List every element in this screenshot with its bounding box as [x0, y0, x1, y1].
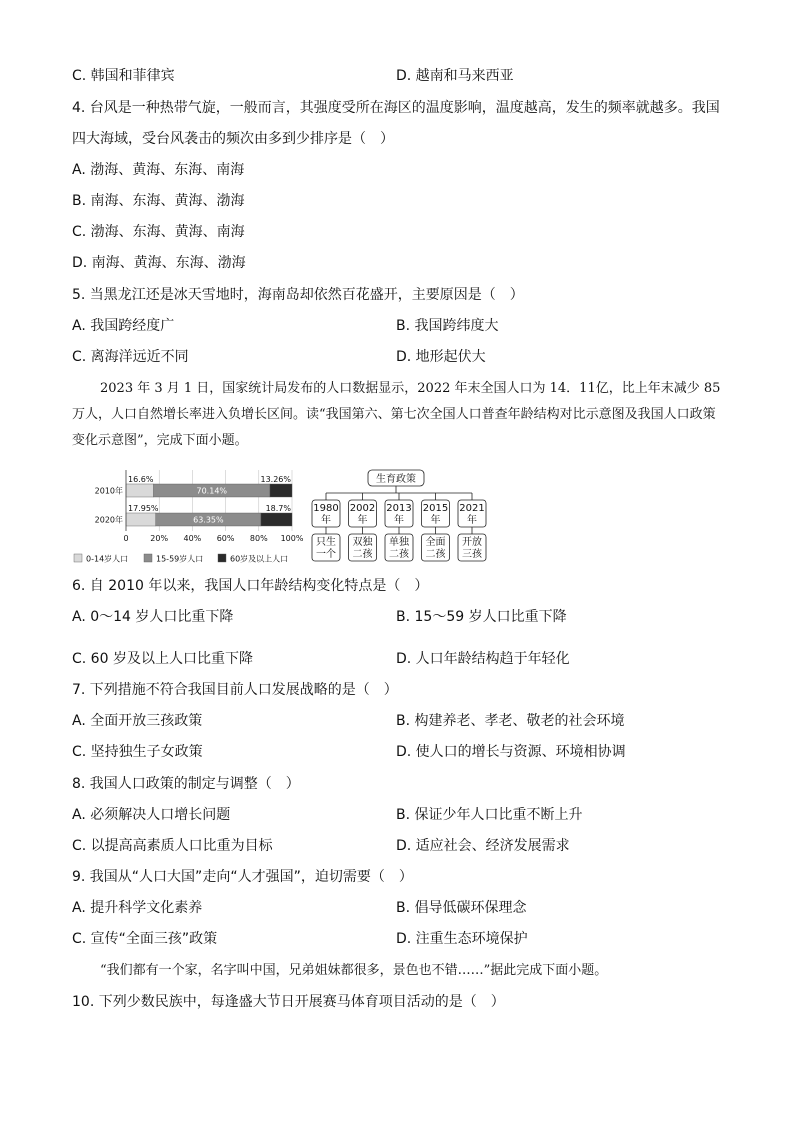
q4-option-a: A. 渤海、黄海、东海、南海	[72, 162, 245, 178]
q8-option-b: B. 保证少年人口比重不断上升	[396, 807, 583, 823]
legend-label: 15-59岁人口	[156, 554, 204, 564]
q3-option-c: C. 韩国和菲律宾	[72, 68, 175, 84]
legend-swatch	[144, 554, 152, 562]
age-structure-chart	[72, 468, 308, 572]
data-label: 16.6%	[128, 475, 154, 484]
q3-option-d: D. 越南和马来西亚	[396, 68, 514, 84]
q4-option-d: D. 南海、黄海、东海、渤海	[72, 255, 246, 271]
q8-option-d: D. 适应社会、经济发展需求	[396, 838, 570, 854]
q5-stem: 5. 当黑龙江还是冰天雪地时，海南岛却依然百花盛开，主要原因是（ ）	[72, 287, 524, 303]
bar-segment	[126, 484, 154, 497]
q6-option-a: A. 0～14 岁人口比重下降	[72, 609, 234, 625]
policy-year-suffix: 年	[394, 515, 404, 526]
policy-text: 一个	[316, 549, 336, 560]
category-label: 2020年	[94, 515, 123, 525]
policy-text: 三孩	[462, 549, 482, 560]
q4-stem-line1: 4. 台风是一种热带气旋，一般而言，其强度受所在海区的温度影响，温度越高，发生的频率就越多。我国	[72, 100, 720, 116]
q4-stem-line2: 四大海域，受台风袭击的频次由多到少排序是（ ）	[72, 131, 394, 147]
policy-year-suffix: 年	[467, 515, 477, 526]
q9-stem: 9. 我国从“人口大国”走向“人才强国”，迫切需要（ ）	[72, 869, 413, 885]
q7-option-d: D. 使人口的增长与资源、环境相协调	[396, 744, 626, 760]
q7-option-c: C. 坚持独生子女政策	[72, 744, 203, 760]
policy-diagram	[306, 468, 494, 568]
q8-stem: 8. 我国人口政策的制定与调整（ ）	[72, 776, 300, 792]
policy-text: 二孩	[352, 549, 373, 560]
x-tick-label: 80%	[249, 534, 268, 543]
passage-china-home: “我们都有一个家，名字叫中国，兄弟姐妹都很多，景色也不错……”据此完成下面小题。	[100, 963, 608, 978]
q6-option-c: C. 60 岁及以上人口比重下降	[72, 651, 253, 667]
q8-option-c: C. 以提高高素质人口比重为目标	[72, 838, 273, 854]
policy-title: 生育政策	[376, 474, 416, 485]
legend-label: 0-14岁人口	[86, 554, 129, 564]
policy-text: 二孩	[425, 549, 446, 560]
q7-option-a: A. 全面开放三孩政策	[72, 713, 203, 729]
category-label: 2010年	[94, 486, 123, 496]
q9-option-a: A. 提升科学文化素养	[72, 900, 203, 916]
legend-swatch	[74, 554, 82, 562]
bar-segment	[126, 513, 156, 526]
q7-option-b: B. 构建养老、孝老、敬老的社会环境	[396, 713, 625, 729]
q5-option-b: B. 我国跨纬度大	[396, 318, 499, 334]
x-tick-label: 40%	[183, 534, 202, 543]
q8-option-a: A. 必须解决人口增长问题	[72, 807, 231, 823]
data-label: 18.7%	[265, 504, 291, 513]
bar-segment	[270, 484, 292, 497]
policy-year-suffix: 年	[357, 515, 368, 526]
data-label: 13.26%	[260, 475, 291, 484]
policy-text: 二孩	[389, 549, 409, 560]
policy-text: 单独	[389, 537, 409, 548]
policy-text: 只生	[316, 537, 336, 548]
q9-option-d: D. 注重生态环境保护	[396, 931, 528, 947]
x-tick-label: 100%	[280, 534, 304, 543]
policy-text: 双独	[352, 537, 373, 548]
q6-stem: 6. 自 2010 年以来，我国人口年龄结构变化特点是（ ）	[72, 578, 429, 594]
q9-option-b: B. 倡导低碳环保理念	[396, 900, 527, 916]
policy-text: 开放	[462, 537, 482, 548]
policy-text: 全面	[425, 537, 446, 548]
bar-segment	[261, 513, 292, 526]
q4-option-c: C. 渤海、东海、黄海、南海	[72, 224, 245, 240]
policy-year: 2015	[422, 503, 449, 514]
policy-year-suffix: 年	[321, 515, 331, 526]
q5-option-d: D. 地形起伏大	[396, 349, 486, 365]
policy-year-suffix: 年	[430, 515, 441, 526]
legend-swatch	[218, 554, 226, 562]
data-label: 70.14%	[196, 486, 228, 496]
q5-option-a: A. 我国跨经度广	[72, 318, 175, 334]
policy-year: 2002	[349, 503, 376, 514]
q6-option-d: D. 人口年龄结构趋于年轻化	[396, 651, 570, 667]
x-tick-label: 20%	[150, 534, 169, 543]
q10-stem: 10. 下列少数民族中，每逢盛大节日开展赛马体育项目活动的是（ ）	[72, 994, 505, 1010]
policy-year: 1980	[313, 503, 339, 514]
passage-population: 2023 年 3 月 1 日，国家统计局发布的人口数据显示，2022 年末全国人口为 14．11亿，比上年末减少 85 万人，人口自然增长率进入负增长区间。读“我国第六、第七次全国人口普查年龄结构对比示意图及我国人口政策变化示意图”，完成下面小题。	[72, 381, 721, 448]
policy-year: 2021	[459, 503, 485, 514]
q9-option-c: C. 宣传“全面三孩”政策	[72, 931, 218, 947]
q7-stem: 7. 下列措施不符合我国目前人口发展战略的是（ ）	[72, 682, 398, 698]
data-label: 63.35%	[193, 515, 224, 525]
policy-year: 2013	[386, 503, 412, 514]
q4-option-b: B. 南海、东海、黄海、渤海	[72, 193, 245, 209]
x-tick-label: 0	[123, 534, 129, 543]
q6-option-b: B. 15～59 岁人口比重下降	[396, 609, 567, 625]
data-label: 17.95%	[128, 504, 159, 513]
x-tick-label: 60%	[216, 534, 235, 543]
q5-option-c: C. 离海洋远近不同	[72, 349, 189, 365]
legend-label: 60岁及以上人口	[230, 554, 289, 564]
